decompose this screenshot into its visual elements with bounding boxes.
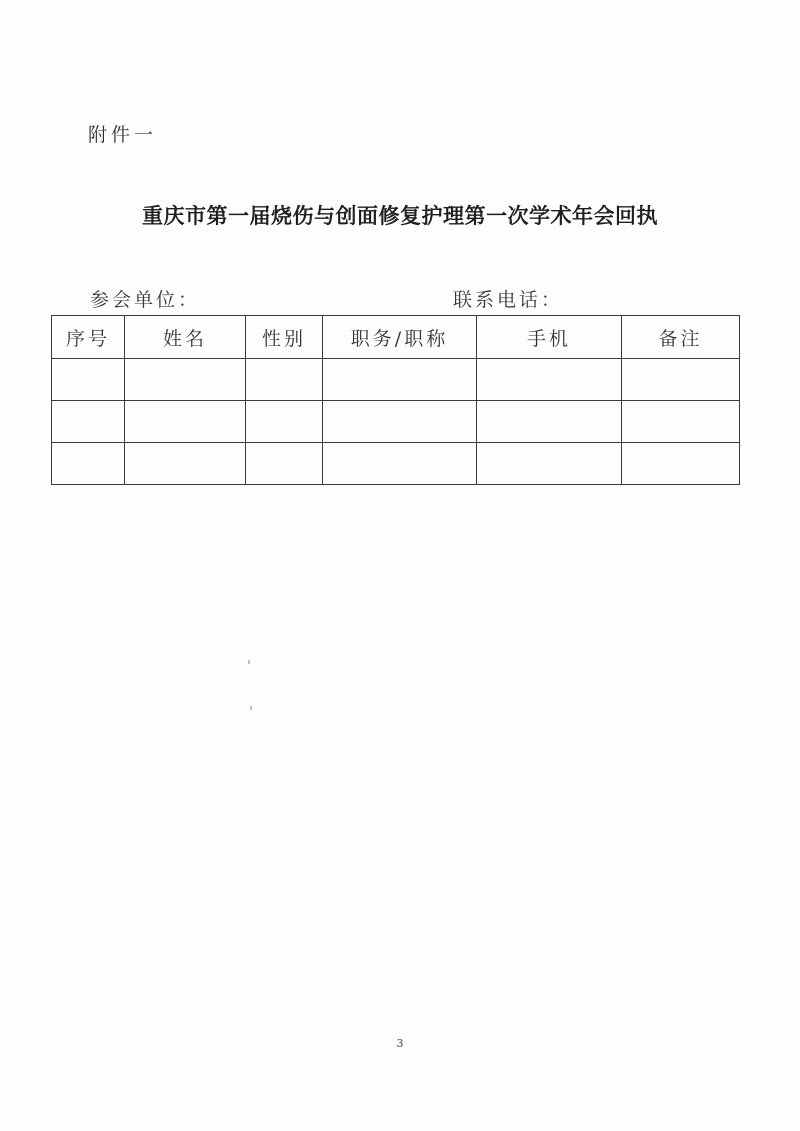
document-title: 重庆市第一届烧伤与创面修复护理第一次学术年会回执 — [142, 204, 658, 228]
table-cell — [477, 443, 622, 485]
table-cell — [125, 401, 246, 443]
table-cell — [323, 443, 477, 485]
table-cell — [52, 359, 125, 401]
table-cell — [52, 401, 125, 443]
table-header-row — [52, 316, 740, 359]
header-gender: 性别 — [246, 316, 323, 359]
table-cell — [246, 359, 323, 401]
table-cell — [622, 401, 740, 443]
header-mobile: 手机 — [477, 316, 622, 359]
table-cell — [622, 443, 740, 485]
table-cell — [125, 359, 246, 401]
table-row — [52, 401, 740, 443]
table-cell — [125, 443, 246, 485]
table-cell — [622, 359, 740, 401]
organization-field-label: 参会单位： — [90, 289, 201, 311]
table-row — [52, 359, 740, 401]
table-cell — [477, 359, 622, 401]
header-position-title: 职务/职称 — [323, 316, 477, 359]
header-index: 序号 — [52, 316, 125, 359]
scan-speck — [250, 706, 252, 710]
table-cell — [52, 443, 125, 485]
table-cell — [323, 401, 477, 443]
header-remarks: 备注 — [622, 316, 740, 359]
page-number: 3 — [396, 1037, 404, 1050]
reply-form-table — [51, 315, 740, 485]
table-cell — [246, 401, 323, 443]
phone-field-label: 联系电话： — [453, 289, 564, 311]
table-cell — [323, 359, 477, 401]
header-name: 姓名 — [125, 316, 246, 359]
scan-speck — [248, 660, 250, 664]
table-cell — [477, 401, 622, 443]
attachment-label: 附件一 — [88, 124, 158, 146]
table-row — [52, 443, 740, 485]
table-cell — [246, 443, 323, 485]
